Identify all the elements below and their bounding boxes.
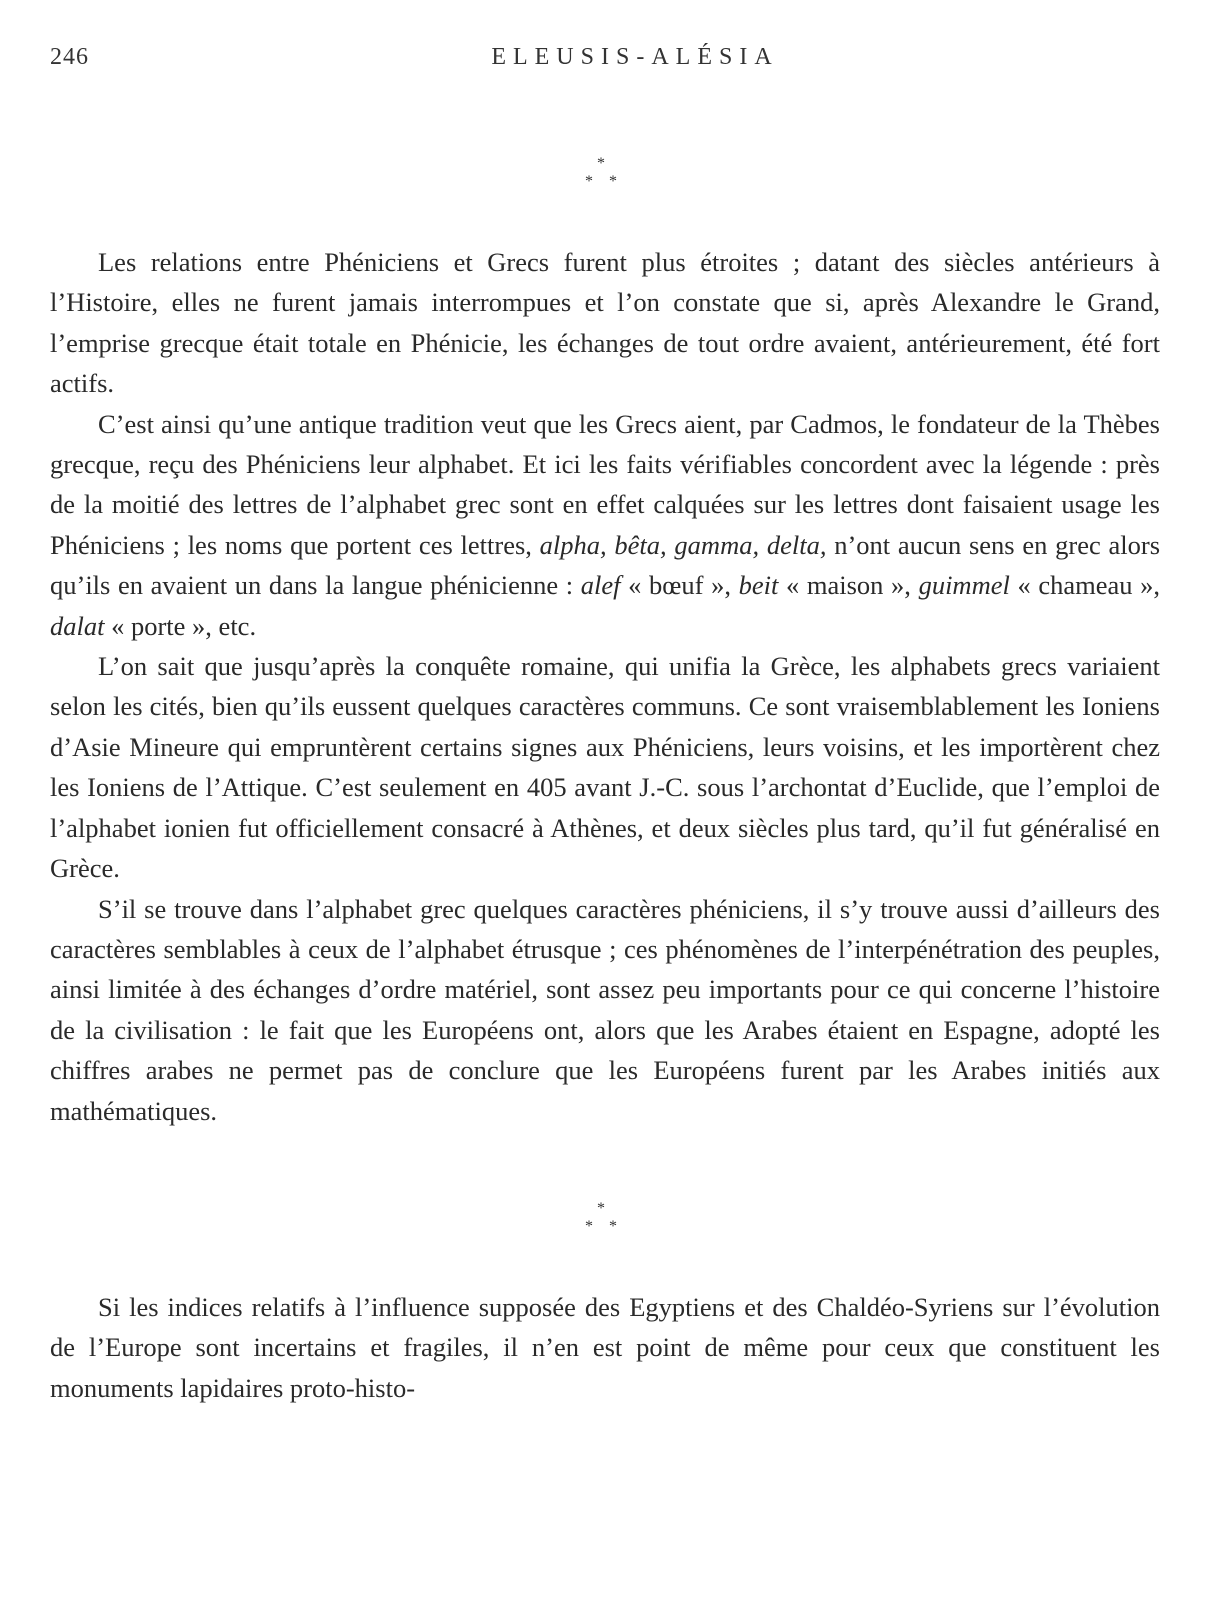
running-head (50, 38, 1160, 78)
asterisk: * (585, 173, 593, 190)
running-title: ELEUSIS-ALÉSIA (491, 44, 779, 70)
asterisk: * (597, 1199, 605, 1217)
asterisk: * (609, 1217, 617, 1235)
paragraph-4: S’il se trouve dans l’alphabet grec quelques caractères phéniciens, il s’y trouve aussi d’ailleurs des caractères semblables à ceux de l’alphabet étrusque ; ces phénomènes de l’interpénétration des peuples, ainsi limitée à des échanges d’ordre matériel, sont assez peu importants pour ce qui concerne l’histoire de la civilisation : le fait que les Européens ont, alors que les Arabes étaient en Espagne, adopté les chiffres arabes ne permet pas de conclure que les Européens furent par les Arabes initiés aux mathématiques. (50, 893, 1160, 1126)
paragraph-2 (50, 404, 1160, 646)
italic-run: beit (738, 570, 779, 601)
text-run: « maison », (778, 570, 919, 601)
text-run: C’est ainsi qu’une antique tradition veut que les Grecs aient, par Cadmos, le fondateur de la Thèbes grecque, reçu des Phéniciens leur alphabet. Et ici les faits vérifiables concordent avec la légende : près de la moitié des lettres de l’alphabet grec sont en effet calquées sur les lettres dont faisaient usage les Phéniciens ; les noms que portent ces lettres, (50, 408, 1160, 560)
text-run: n’ont aucun sens en grec alors qu’ils en avaient un dans la langue phénicienne : (50, 529, 1161, 601)
paragraph-5: Si les indices relatifs à l’influence supposée des Egyptiens et des Chaldéo-Syriens sur l’évolution de l’Europe sont incertains et fragiles, il n’en est point de même pour ceux que constituent les monuments lapidaires proto-histo- (50, 1291, 1160, 1403)
asterisk: * (609, 173, 617, 190)
book-page (50, 38, 1160, 1598)
page-number: 246 (50, 44, 89, 70)
asterisk: * (585, 1217, 593, 1235)
italic-run: dalat (50, 610, 105, 641)
paragraph-3: L’on sait que jusqu’après la conquête romaine, qui unifia la Grèce, les alphabets grecs variaient selon les cités, bien qu’ils eussent quelques caractères communs. Ce sont vraisemblablement les Ioniens d’Asie Mineure qui empruntèrent certains signes aux Phéniciens, leurs voisins, et les importèrent chez les Ioniens de l’Attique. C’est seulement en 405 avant J.-C. sous l’archontat d’Euclide, que l’emploi de l’alphabet ionien fut officiellement consacré à Athènes, et deux siècles plus tard, qu’il fut généralisé en Grèce. (50, 651, 1160, 884)
text-run: « porte », etc. (104, 610, 257, 641)
italic-run: guimmel (918, 570, 1010, 601)
asterism-divider (575, 1201, 635, 1241)
section-phenicians (50, 242, 1160, 1131)
text-run: « chameau », (1009, 570, 1160, 601)
asterism-divider (575, 156, 635, 196)
section-monuments (50, 1287, 1160, 1408)
paragraph-1: Les relations entre Phéniciens et Grecs furent plus étroites ; datant des siècles antérieurs à l’Histoire, elles ne furent jamais interrompues et l’on constate que si, après Alexandre le Grand, l’emprise grecque était totale en Phénicie, les échanges de tout ordre avaient, antérieurement, été fort actifs. (50, 247, 1160, 399)
italic-run: alef (580, 570, 621, 601)
text-run: « bœuf », (620, 570, 739, 601)
asterisk: * (597, 155, 605, 172)
italic-run: alpha, bêta, gamma, delta, (539, 529, 827, 560)
